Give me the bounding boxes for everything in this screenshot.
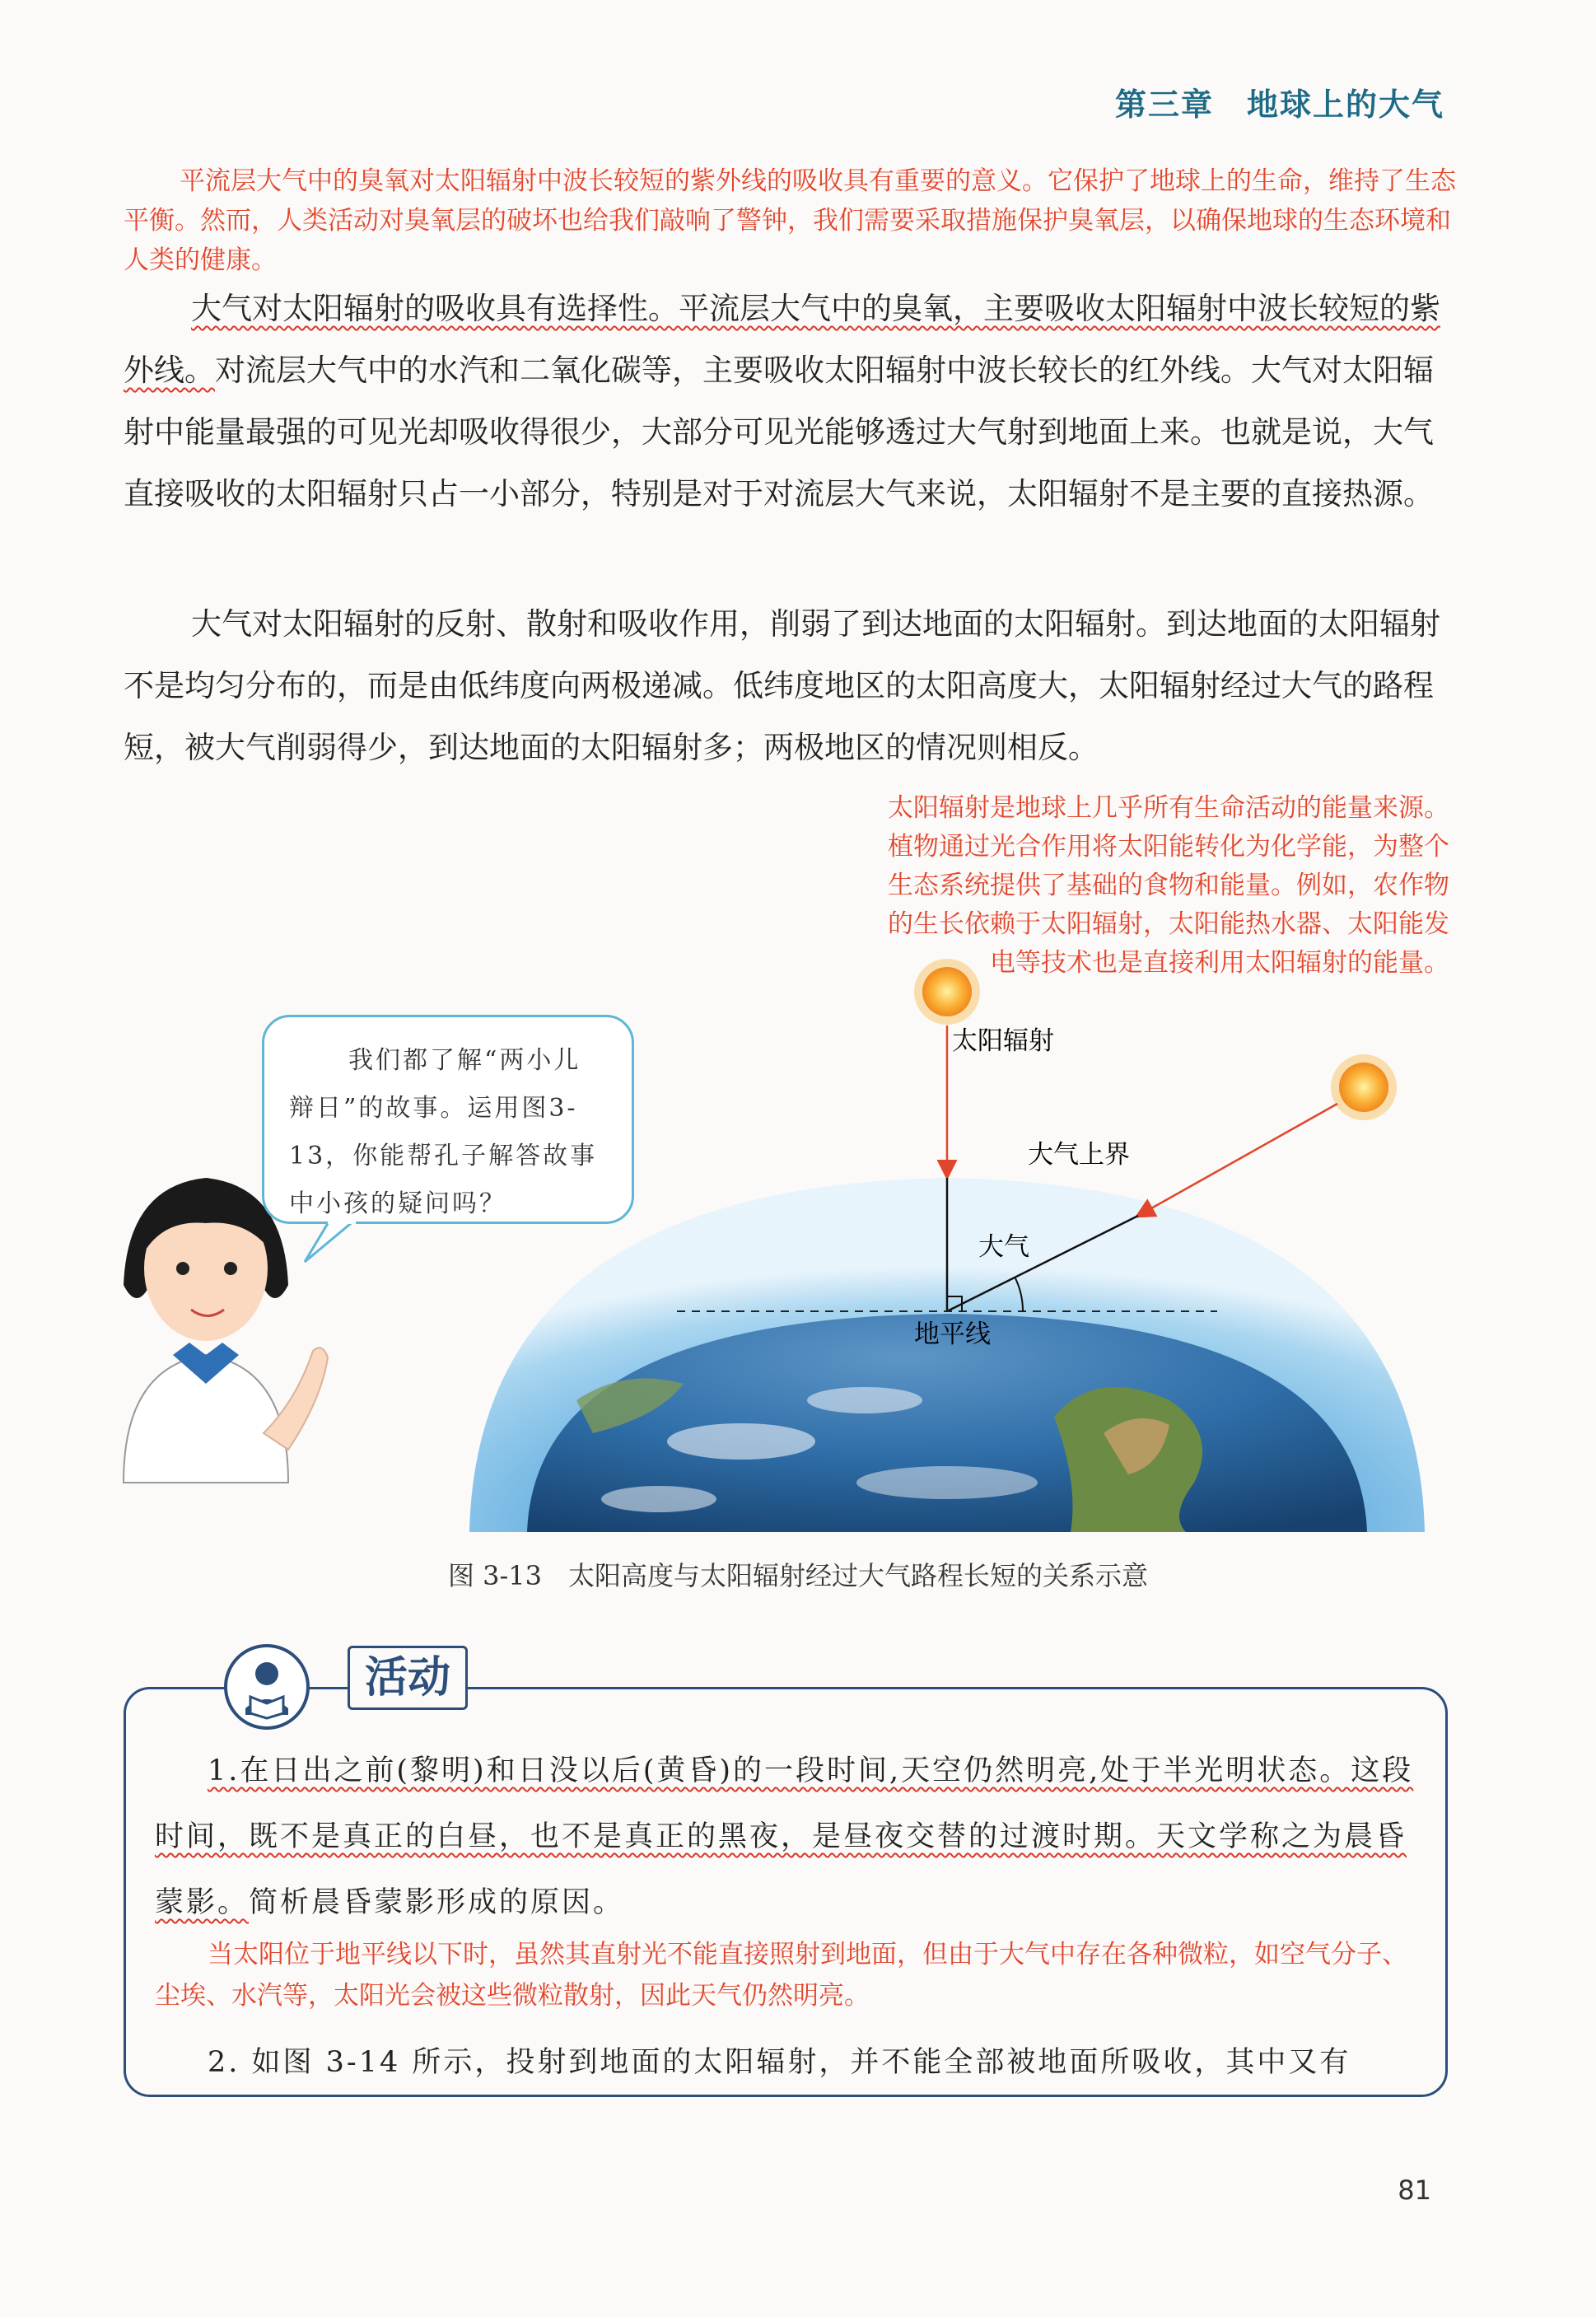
paragraph-weakening: 大气对太阳辐射的反射、散射和吸收作用，削弱了到达地面的太阳辐射。到达地面的太阳辐射不是均匀分布的，而是由低纬度向两极递减。低纬度地区的太阳高度大，太阳辐射经过大气的路程短，被大气削弱得少，到达地面的太阳辐射多；两极地区的情况则相反。 <box>124 606 1440 765</box>
sun-icon-overhead <box>914 959 980 1025</box>
page-number: 81 <box>1398 2175 1431 2206</box>
activity-item-2: 2. 如图 3-14 所示，投射到地面的太阳辐射，并不能全部被地面所吸收，其中又有 <box>208 2046 1351 2079</box>
activity-item-1-question: 简析晨昏蒙影形成的原因。 <box>249 1886 625 1919</box>
chapter-header: 第三章 地球上的大气 <box>1114 86 1444 123</box>
reading-student-icon <box>224 1644 310 1730</box>
label-horizon: 地平线 <box>914 1320 991 1349</box>
cloud <box>807 1387 922 1413</box>
underlined-sentence: 大气对太阳辐射的吸收具有选择性。平流层大气中的臭氧，主要吸收太阳辐射中波长较短的紫外线。 <box>124 291 1440 388</box>
cloud <box>667 1423 815 1460</box>
paragraph-rest: 对流层大气中的水汽和二氧化碳等，主要吸收太阳辐射中波长较长的红外线。大气对太阳辐射中能量最强的可见光却吸收得很少，大部分可见光能够透过大气射到地面上来。也就是说，大气直接吸收的太阳辐射只占一小部分，特别是对于对流层大气来说，太阳辐射不是主要的直接热源。 <box>124 353 1434 512</box>
figure-illustration <box>0 906 1596 1565</box>
annotation-solar-energy: 太阳辐射是地球上几乎所有生命活动的能量来源。植物通过光合作用将太阳能转化为化学能，为整个生态系统提供了基础的食物和能量。例如，农作物的生长依赖于太阳辐射，太阳能热水器、太阳能发电等技术也是直接利用太阳辐射的能量。 <box>888 793 1449 978</box>
cloud <box>856 1466 1038 1499</box>
speech-bubble <box>262 1015 634 1224</box>
sun-icon-oblique <box>1331 1054 1397 1120</box>
label-atmosphere-top: 大气上界 <box>1028 1140 1130 1170</box>
annotation-answer: 当太阳位于地平线以下时，虽然其直射光不能直接照射到地面，但由于大气中存在各种微粒，如空气分子、尘埃、水汽等，太阳光会被这些微粒散射，因此天气仍然明亮。 <box>155 1940 1407 2011</box>
figure-caption: 图 3-13 太阳高度与太阳辐射经过大气路程长短的关系示意 <box>447 1560 1149 1591</box>
label-solar-radiation: 太阳辐射 <box>952 1026 1054 1056</box>
solar-ray-oblique <box>1138 1104 1337 1216</box>
activity-title: 活动 <box>348 1646 468 1710</box>
activity-item-1-underlined: 1.在日出之前(黎明)和日没以后(黄昏)的一段时间,天空仍然明亮,处于半光明状态。这段时间，既不是真正的白昼，也不是真正的黑夜，是昼夜交替的过渡时期。天文学称之为晨昏蒙影。 <box>155 1754 1414 1919</box>
paragraph-absorption <box>124 278 1458 525</box>
cloud <box>601 1486 716 1512</box>
annotation-ozone: 平流层大气中的臭氧对太阳辐射中波长较短的紫外线的吸收具有重要的意义。它保护了地球上的生命，维持了生态平衡。然而，人类活动对臭氧层的破坏也给我们敲响了警钟，我们需要采取措施保护臭氧层，以确保地球的生态环境和人类的健康。 <box>124 166 1456 275</box>
speech-bubble-tail <box>296 1221 362 1270</box>
label-atmosphere: 大气 <box>978 1232 1029 1262</box>
activity-item-1 <box>155 1738 1423 1936</box>
speech-bubble-text: 我们都了解“两小儿辩日”的故事。运用图3-13，你能帮孔子解答故事中小孩的疑问吗？ <box>289 1046 598 1218</box>
